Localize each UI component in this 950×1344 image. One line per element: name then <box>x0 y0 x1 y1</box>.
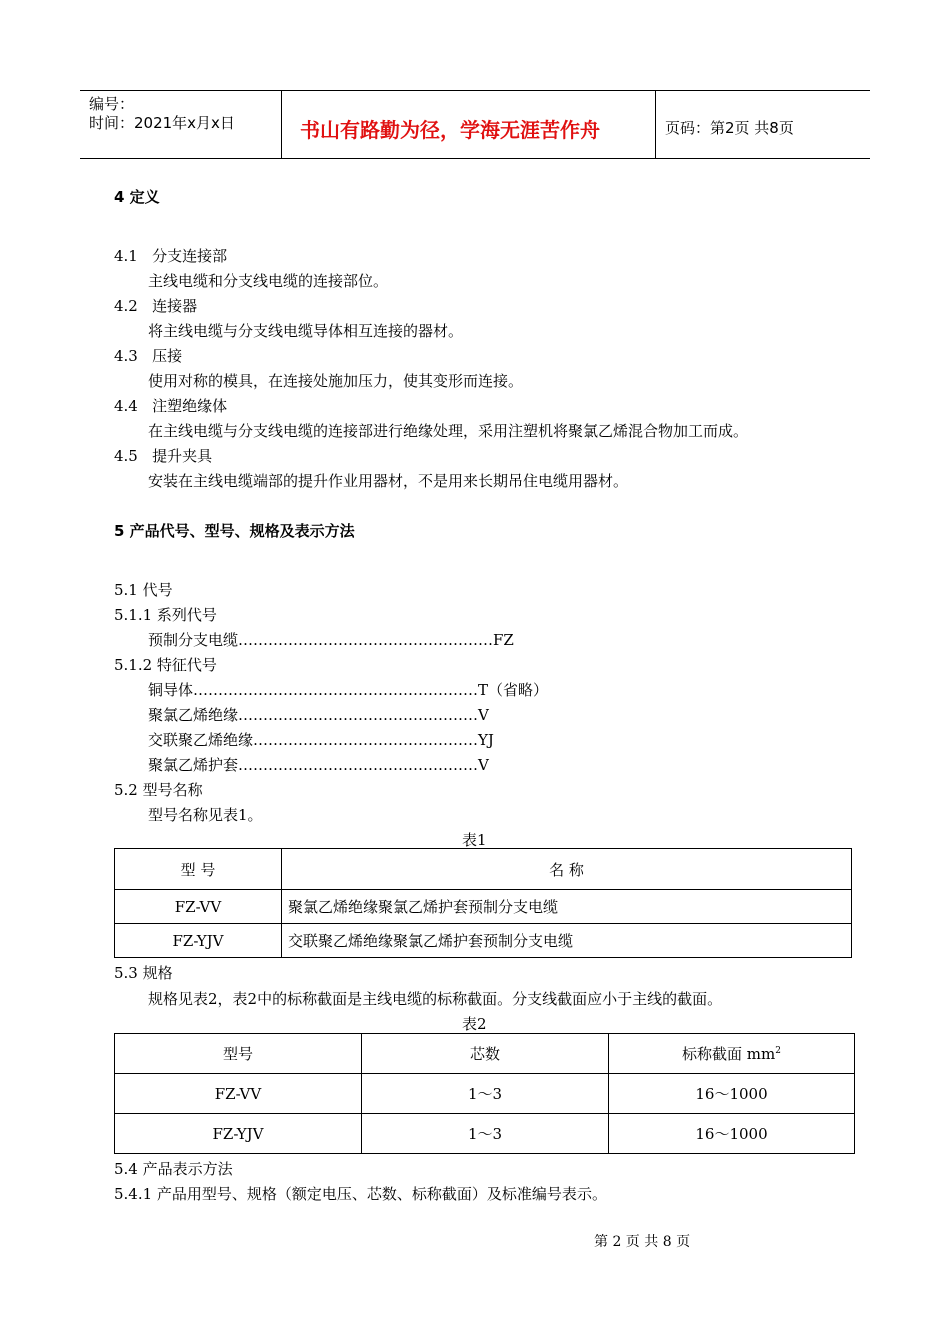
header-divider-right <box>655 90 656 158</box>
table-cell: FZ-YJV <box>115 924 282 958</box>
item-4-5-heading: 4.5 提升夹具 <box>114 447 213 465</box>
feature-code-line: 铜导体…………………………………………………T（省略） <box>148 681 549 699</box>
table-1-caption: 表1 <box>462 831 487 849</box>
series-code-line: 预制分支电缆……………………………………………FZ <box>148 631 514 649</box>
table-row <box>115 1074 855 1114</box>
table-header-cell: 型号 <box>115 1034 362 1074</box>
table-header-cell: 芯数 <box>362 1034 609 1074</box>
table-2-caption: 表2 <box>462 1015 487 1033</box>
table-cell: 交联聚乙烯绝缘聚氯乙烯护套预制分支电缆 <box>282 924 852 958</box>
table-row <box>115 890 852 924</box>
header-bottom-rule <box>80 158 870 159</box>
doc-number-label: 编号： <box>89 95 135 113</box>
table-cell: 16～1000 <box>609 1114 855 1154</box>
section-4-title: 4 定义 <box>114 188 160 206</box>
page-code: 页码：第2页 共8页 <box>665 119 794 137</box>
header-divider-left <box>281 90 282 158</box>
feature-code-line: 聚氯乙烯绝缘…………………………………………V <box>148 706 489 724</box>
item-4-2-heading: 4.2 连接器 <box>114 297 198 315</box>
section-5-title: 5 产品代号、型号、规格及表示方法 <box>114 522 355 540</box>
table-2 <box>114 1033 855 1154</box>
table-header-cell: 型 号 <box>115 849 282 890</box>
item-4-4-desc: 在主线电缆与分支线电缆的连接部进行绝缘处理，采用注塑机将聚氯乙烯混合物加工而成。 <box>148 422 749 440</box>
table-header-cell: 标称截面 $mm^2$ <box>609 1034 855 1074</box>
table-cell: 16～1000 <box>609 1074 855 1114</box>
table-row <box>115 924 852 958</box>
table-cell: 1～3 <box>362 1074 609 1114</box>
table-header-row <box>115 849 852 890</box>
table-cell: FZ-VV <box>115 890 282 924</box>
table-1 <box>114 848 852 958</box>
item-5-2-text: 型号名称见表1。 <box>148 806 263 824</box>
header-motto: 书山有路勤为径，学海无涯苦作舟 <box>300 118 600 142</box>
item-5-2-heading: 5.2 型号名称 <box>114 781 203 799</box>
table-header-cell: 名 称 <box>282 849 852 890</box>
table-cell: 1～3 <box>362 1114 609 1154</box>
table-header-row <box>115 1034 855 1074</box>
item-4-3-heading: 4.3 压接 <box>114 347 183 365</box>
item-4-2-desc: 将主线电缆与分支线电缆导体相互连接的器材。 <box>148 322 464 340</box>
doc-time-label: 时间：2021年x月x日 <box>89 114 235 132</box>
item-4-1-heading: 4.1 分支连接部 <box>114 247 228 265</box>
table-cell: 聚氯乙烯绝缘聚氯乙烯护套预制分支电缆 <box>282 890 852 924</box>
item-4-3-desc: 使用对称的模具，在连接处施加压力，使其变形而连接。 <box>148 372 524 390</box>
header-top-rule <box>80 90 870 91</box>
table-cell: FZ-VV <box>115 1074 362 1114</box>
item-5-1-1-heading: 5.1.1 系列代号 <box>114 606 217 624</box>
table-row <box>115 1114 855 1154</box>
item-4-5-desc: 安装在主线电缆端部的提升作业用器材，不是用来长期吊住电缆用器材。 <box>148 472 629 490</box>
item-5-1-2-heading: 5.1.2 特征代号 <box>114 656 217 674</box>
item-4-1-desc: 主线电缆和分支线电缆的连接部位。 <box>148 272 389 290</box>
item-5-3-heading: 5.3 规格 <box>114 964 173 982</box>
item-5-3-text: 规格见表2，表2中的标称截面是主线电缆的标称截面。分支线截面应小于主线的截面。 <box>148 990 723 1008</box>
unit-superscript: 2 <box>775 1046 781 1056</box>
item-4-4-heading: 4.4 注塑绝缘体 <box>114 397 228 415</box>
feature-code-line: 交联聚乙烯绝缘………………………………………YJ <box>148 731 494 749</box>
feature-code-line: 聚氯乙烯护套…………………………………………V <box>148 756 489 774</box>
page-footer: 第 2 页 共 8 页 <box>594 1234 691 1250</box>
item-5-4-heading: 5.4 产品表示方法 <box>114 1160 233 1178</box>
item-5-4-1-text: 5.4.1 产品用型号、规格（额定电压、芯数、标称截面）及标准编号表示。 <box>114 1185 607 1203</box>
table-cell: FZ-YJV <box>115 1114 362 1154</box>
item-5-1-heading: 5.1 代号 <box>114 581 173 599</box>
